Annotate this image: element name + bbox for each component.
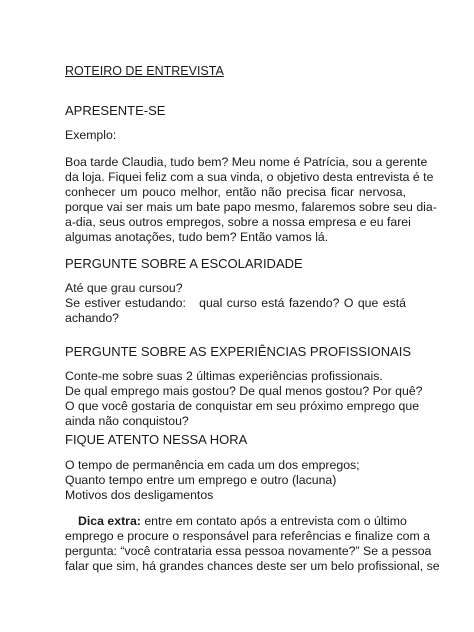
example-label: Exemplo:: [65, 128, 117, 142]
tip-label: Dica extra:: [78, 514, 141, 528]
paragraph-line: a-dia, seus outros empregos, sobre a nossa empresa e eu farei: [65, 215, 411, 229]
tip-line: falar que sim, há grandes chances deste ser um belo profissional, se: [65, 559, 440, 573]
question-line: De qual emprego mais gostou? De qual menos gostou? Por quê?: [65, 384, 423, 398]
paragraph-line: da loja. Fiquei feliz com a sua vinda, o objetivo desta entrevista é te: [65, 170, 434, 184]
question-line: achando?: [65, 311, 120, 325]
attention-item: Motivos dos desligamentos: [65, 488, 214, 502]
section-heading-apresente-se: APRESENTE-SE: [65, 103, 166, 118]
paragraph-line: conhecer um pouco melhor, então não precisa ficar nervosa,: [65, 185, 406, 199]
section-heading-escolaridade: PERGUNTE SOBRE A ESCOLARIDADE: [65, 256, 303, 271]
attention-item: O tempo de permanência em cada um dos empregos;: [65, 458, 360, 472]
question-line: O que você gostaria de conquistar em seu próximo emprego que: [65, 399, 420, 413]
tip-line: pergunta: “você contrataria essa pessoa novamente?” Se a pessoa: [65, 544, 432, 558]
tip-first-line: [78, 514, 406, 529]
tip-line: emprego e procure o responsável para referências e finalize com a: [65, 529, 431, 543]
attention-item: Quanto tempo entre um emprego e outro (lacuna): [65, 473, 337, 487]
question-line: Se estiver estudando: qual curso está fazendo? O que está: [65, 296, 406, 310]
section-heading-experiencias: PERGUNTE SOBRE AS EXPERIÊNCIAS PROFISSIONAIS: [65, 344, 412, 359]
tip-first-line-text: entre em contato após a entrevista com o último: [144, 514, 407, 528]
paragraph-line: porque vai ser mais um bate papo mesmo, falaremos sobre seu dia-: [65, 200, 437, 214]
paragraph-line: Boa tarde Claudia, tudo bem? Meu nome é Patrícia, sou a gerente: [65, 155, 428, 169]
paragraph-line: algumas anotações, tudo bem? Então vamos lá.: [65, 230, 329, 244]
question-line: Até que grau cursou?: [65, 281, 183, 295]
question-line: ainda não conquistou?: [65, 414, 189, 428]
section-heading-fique-atento: FIQUE ATENTO NESSA HORA: [65, 432, 248, 447]
document-title: ROTEIRO DE ENTREVISTA: [65, 64, 224, 78]
question-line: Conte-me sobre suas 2 últimas experiências profissionais.: [65, 369, 383, 383]
